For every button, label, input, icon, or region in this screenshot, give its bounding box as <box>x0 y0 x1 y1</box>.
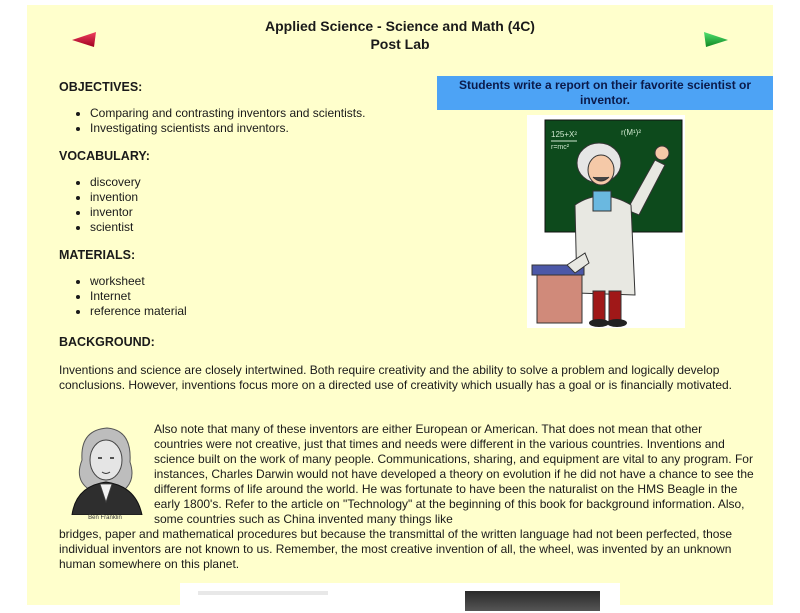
list-item: • invention <box>90 190 141 205</box>
title-line-1: Applied Science - Science and Math (4C) <box>265 18 535 34</box>
svg-text:125+X²: 125+X² <box>551 130 578 139</box>
title-line-2: Post Lab <box>370 36 430 52</box>
objectives-heading: OBJECTIVES: <box>59 80 143 94</box>
background-paragraph-2: Also note that many of these inventors are either European or American. That does not mean that other countries were not creative, just that times and needs were different in the various countries. Inventions and science built on the work of many people. Communications, sharing, and equipment are vital to any program. For instances, Charles Darwin would not have developed a theory on evolution if he did not have a chance to see the different forms of life around the world. He was fortunate to have been the naturalist on the HMS Beagle in the early 1800's. Refer to the article on "Technology" at the beginning of this book for background information. Also, some countries such as China invented many things like <box>154 422 754 526</box>
faint-caption-line <box>198 591 328 595</box>
materials-heading: MATERIALS: <box>59 248 136 262</box>
page-title <box>27 17 773 53</box>
vocabulary-heading: VOCABULARY: <box>59 149 150 163</box>
list-item: • reference material <box>90 304 187 319</box>
scientist-at-chalkboard-icon <box>527 115 685 328</box>
list-item: • worksheet <box>90 274 187 289</box>
list-item: • scientist <box>90 220 141 235</box>
bottom-photo <box>465 591 600 611</box>
list-item: • Comparing and contrasting inventors and scientists. <box>90 106 365 121</box>
list-item: • Investigating scientists and inventors. <box>90 121 365 136</box>
scientist-illustration <box>527 115 685 328</box>
ben-franklin-engraving-icon <box>62 420 148 515</box>
vocabulary-list <box>72 175 141 235</box>
materials-list <box>72 274 187 319</box>
list-item: • inventor <box>90 205 141 220</box>
background-paragraph-1: Inventions and science are closely intertwined. Both require creativity and the ability to solve a problem and logically develop conclusions. However, inventions focus more on a directed use of creativity which usually has a goal or is financially motivated. <box>59 363 733 392</box>
background-paragraph-3: bridges, paper and mathematical procedures but because the transmittal of the written language had not been perfected, those individual inventors are not known to us. Remember, the most creative invention of all, the wheel, was invented by an unknown human somewhere on this planet. <box>59 527 733 571</box>
page-body <box>27 5 773 605</box>
assignment-callout: Students write a report on their favorite scientist or inventor. <box>437 76 773 110</box>
franklin-caption: Ben Franklin <box>88 515 122 521</box>
list-item: • discovery <box>90 175 141 190</box>
svg-text:r(M¹)²: r(M¹)² <box>621 128 641 137</box>
svg-text:r=mc²: r=mc² <box>551 144 570 151</box>
bottom-image-panel <box>180 583 620 613</box>
background-heading: BACKGROUND: <box>59 335 155 349</box>
ben-franklin-portrait <box>62 420 148 527</box>
list-item: • Internet <box>90 289 187 304</box>
objectives-list <box>72 106 365 136</box>
